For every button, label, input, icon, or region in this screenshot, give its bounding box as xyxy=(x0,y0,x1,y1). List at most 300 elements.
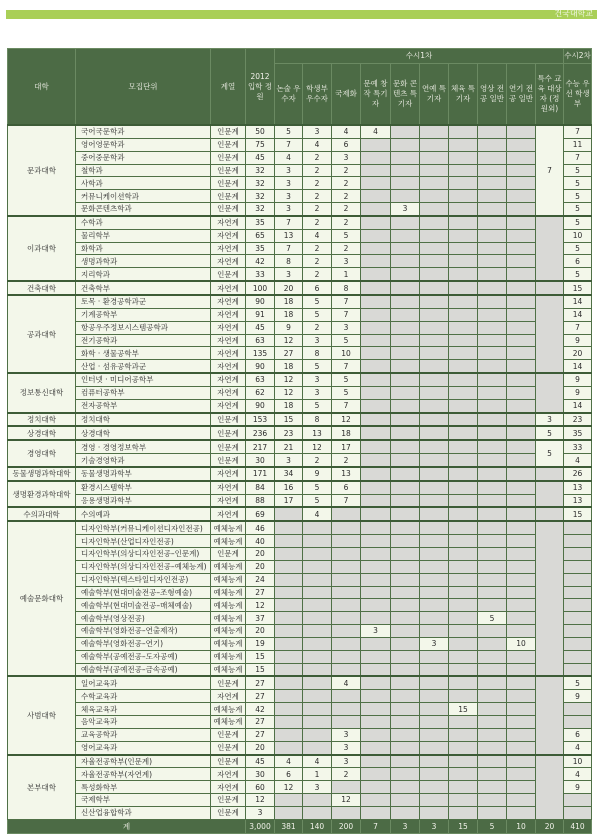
unit-name: 디자인학부(커뮤니케이션디자인전공) xyxy=(76,521,211,534)
value-cell xyxy=(564,703,592,716)
value-cell xyxy=(361,268,391,281)
value-cell: 23 xyxy=(275,426,303,440)
value-cell xyxy=(478,242,507,255)
value-cell xyxy=(507,164,536,177)
value-cell xyxy=(507,741,536,754)
value-cell xyxy=(391,637,420,650)
value-cell: 1 xyxy=(332,268,361,281)
value-cell xyxy=(303,663,332,676)
value-cell: 12 xyxy=(275,386,303,399)
value-cell xyxy=(303,535,332,548)
total-value: 140 xyxy=(303,819,332,833)
quota: 27 xyxy=(246,676,275,689)
total-value: 20 xyxy=(536,819,564,833)
value-cell xyxy=(303,728,332,741)
quota: 30 xyxy=(246,454,275,467)
value-cell xyxy=(391,399,420,412)
track: 인문계 xyxy=(211,426,246,440)
value-cell xyxy=(478,255,507,268)
quota: 90 xyxy=(246,295,275,308)
table-row xyxy=(8,177,592,190)
quota: 217 xyxy=(246,440,275,453)
value-cell xyxy=(449,663,478,676)
track: 인문계 xyxy=(211,676,246,689)
value-cell: 3 xyxy=(391,203,420,216)
header-quota: 2012 입학 정원 xyxy=(246,49,275,126)
quota: 45 xyxy=(246,321,275,334)
value-cell: 15 xyxy=(449,703,478,716)
value-cell xyxy=(420,426,449,440)
header-col: 문화 콘텐츠 특기자 xyxy=(391,64,420,126)
quota: 30 xyxy=(246,768,275,781)
value-cell xyxy=(420,560,449,573)
college-name: 공과대학 xyxy=(8,295,76,373)
value-cell: 18 xyxy=(275,399,303,412)
value-cell: 18 xyxy=(275,360,303,373)
value-cell: 10 xyxy=(564,755,592,768)
value-cell xyxy=(449,399,478,412)
value-cell xyxy=(420,690,449,703)
value-cell xyxy=(275,806,303,819)
value-cell xyxy=(361,637,391,650)
value-cell xyxy=(564,806,592,819)
value-cell xyxy=(507,612,536,625)
unit-name: 예술학부(영화전공–연출제작) xyxy=(76,625,211,638)
track: 인문계 xyxy=(211,203,246,216)
value-cell xyxy=(361,599,391,612)
value-cell xyxy=(303,703,332,716)
track: 예체능계 xyxy=(211,521,246,534)
value-cell xyxy=(361,426,391,440)
value-cell: 2 xyxy=(303,321,332,334)
value-cell xyxy=(478,625,507,638)
unit-name: 예술학부(현대미술전공–매체예술) xyxy=(76,599,211,612)
quota: 32 xyxy=(246,190,275,203)
value-cell xyxy=(449,334,478,347)
value-cell xyxy=(449,781,478,794)
value-cell xyxy=(391,612,420,625)
value-cell: 3 xyxy=(303,125,332,138)
value-cell xyxy=(507,755,536,768)
value-cell xyxy=(391,125,420,138)
value-cell xyxy=(478,676,507,689)
value-cell xyxy=(420,586,449,599)
value-cell xyxy=(507,586,536,599)
unit-name: 국어국문학과 xyxy=(76,125,211,138)
value-cell xyxy=(361,242,391,255)
total-value: 15 xyxy=(449,819,478,833)
track: 예체능계 xyxy=(211,599,246,612)
value-cell: 10 xyxy=(507,637,536,650)
value-cell: 34 xyxy=(275,467,303,481)
value-cell xyxy=(478,781,507,794)
value-cell: 12 xyxy=(303,440,332,453)
value-cell: 14 xyxy=(564,360,592,373)
value-cell xyxy=(361,151,391,164)
header-col: 수능 우선 학생부 xyxy=(564,64,592,126)
value-cell: 3 xyxy=(275,190,303,203)
value-cell xyxy=(275,521,303,534)
value-cell xyxy=(332,586,361,599)
value-cell xyxy=(332,637,361,650)
table-row xyxy=(8,467,592,481)
track: 예체능계 xyxy=(211,612,246,625)
value-cell xyxy=(361,373,391,386)
value-cell xyxy=(391,334,420,347)
value-cell: 5 xyxy=(478,612,507,625)
value-cell: 17 xyxy=(275,494,303,507)
table-row xyxy=(8,413,592,427)
track: 자연계 xyxy=(211,467,246,481)
value-cell xyxy=(507,663,536,676)
value-cell: 2 xyxy=(303,454,332,467)
quota: 42 xyxy=(246,255,275,268)
unit-name: 국제학부 xyxy=(76,794,211,807)
value-cell xyxy=(507,268,536,281)
unit-name: 화학과 xyxy=(76,242,211,255)
value-cell xyxy=(507,373,536,386)
value-cell xyxy=(361,728,391,741)
value-cell: 5 xyxy=(332,334,361,347)
table-row xyxy=(8,715,592,728)
value-cell: 4 xyxy=(275,151,303,164)
quota: 153 xyxy=(246,413,275,427)
value-cell xyxy=(361,467,391,481)
value-cell: 2 xyxy=(303,203,332,216)
unit-name: 물리학부 xyxy=(76,229,211,242)
track: 인문계 xyxy=(211,440,246,453)
track: 자연계 xyxy=(211,334,246,347)
value-cell: 2 xyxy=(332,216,361,229)
value-cell xyxy=(420,177,449,190)
value-cell xyxy=(420,467,449,481)
college-name: 문과대학 xyxy=(8,125,76,216)
value-cell xyxy=(478,413,507,427)
value-cell: 3 xyxy=(303,386,332,399)
value-cell xyxy=(478,703,507,716)
value-cell: 12 xyxy=(275,373,303,386)
value-cell xyxy=(564,535,592,548)
unit-name: 철학과 xyxy=(76,164,211,177)
value-cell xyxy=(303,741,332,754)
value-cell xyxy=(478,650,507,663)
value-cell xyxy=(332,690,361,703)
value-cell: 4 xyxy=(303,229,332,242)
total-value: 3 xyxy=(420,819,449,833)
value-cell: 7 xyxy=(332,399,361,412)
quota: 35 xyxy=(246,216,275,229)
value-cell xyxy=(507,507,536,521)
quota: 42 xyxy=(246,703,275,716)
value-cell: 7 xyxy=(332,360,361,373)
value-cell: 13 xyxy=(303,426,332,440)
header-group-early1: 수시1차 xyxy=(275,49,564,64)
value-cell: 12 xyxy=(275,781,303,794)
track: 자연계 xyxy=(211,295,246,308)
table-row xyxy=(8,599,592,612)
value-cell xyxy=(420,806,449,819)
table-row xyxy=(8,690,592,703)
value-cell: 3 xyxy=(303,334,332,347)
value-cell xyxy=(361,413,391,427)
value-cell xyxy=(420,386,449,399)
value-cell xyxy=(391,216,420,229)
value-cell xyxy=(275,741,303,754)
value-cell xyxy=(507,413,536,427)
value-cell xyxy=(564,599,592,612)
value-cell xyxy=(391,413,420,427)
value-cell xyxy=(391,599,420,612)
value-cell xyxy=(391,138,420,151)
track: 예체능계 xyxy=(211,586,246,599)
value-cell xyxy=(507,690,536,703)
track: 예체능계 xyxy=(211,650,246,663)
value-cell xyxy=(449,548,478,561)
unit-name: 인터넷 · 미디어공학부 xyxy=(76,373,211,386)
value-cell xyxy=(391,295,420,308)
quota: 32 xyxy=(246,164,275,177)
value-cell: 2 xyxy=(303,190,332,203)
value-cell xyxy=(449,573,478,586)
value-cell xyxy=(391,190,420,203)
value-cell: 13 xyxy=(564,494,592,507)
value-cell xyxy=(420,494,449,507)
value-cell xyxy=(332,663,361,676)
value-cell xyxy=(507,715,536,728)
value-cell xyxy=(507,255,536,268)
quota: 65 xyxy=(246,229,275,242)
value-cell xyxy=(332,521,361,534)
value-cell: 5 xyxy=(564,190,592,203)
table-row xyxy=(8,190,592,203)
value-cell xyxy=(449,151,478,164)
table-row xyxy=(8,255,592,268)
value-cell xyxy=(449,612,478,625)
value-cell: 4 xyxy=(564,741,592,754)
value-cell xyxy=(391,467,420,481)
value-cell: 5 xyxy=(564,216,592,229)
value-cell: 2 xyxy=(332,177,361,190)
track: 자연계 xyxy=(211,690,246,703)
value-cell xyxy=(391,151,420,164)
table-row xyxy=(8,281,592,295)
total-value: 7 xyxy=(361,819,391,833)
value-cell: 10 xyxy=(564,229,592,242)
value-cell: 5 xyxy=(564,177,592,190)
value-cell xyxy=(391,548,420,561)
value-cell xyxy=(449,321,478,334)
value-cell xyxy=(361,321,391,334)
value-cell xyxy=(275,625,303,638)
value-cell xyxy=(507,781,536,794)
table-row xyxy=(8,586,592,599)
value-cell xyxy=(361,295,391,308)
special-ed-cell xyxy=(536,295,564,373)
value-cell xyxy=(449,216,478,229)
value-cell xyxy=(449,768,478,781)
header-col: 학생부 우수자 xyxy=(303,64,332,126)
value-cell xyxy=(275,612,303,625)
table-row xyxy=(8,373,592,386)
value-cell xyxy=(420,741,449,754)
header-col: 특수 교육 대상자 (정원외) xyxy=(536,64,564,126)
track: 자연계 xyxy=(211,507,246,521)
value-cell xyxy=(507,229,536,242)
value-cell xyxy=(361,190,391,203)
value-cell xyxy=(507,440,536,453)
value-cell xyxy=(564,650,592,663)
value-cell xyxy=(507,599,536,612)
value-cell xyxy=(303,806,332,819)
value-cell: 7 xyxy=(275,216,303,229)
value-cell: 4 xyxy=(303,755,332,768)
header-group-early2: 수시2차 xyxy=(564,49,592,64)
value-cell: 2 xyxy=(332,164,361,177)
value-cell xyxy=(507,216,536,229)
quota: 45 xyxy=(246,755,275,768)
college-name: 본부대학 xyxy=(8,755,76,820)
value-cell: 4 xyxy=(564,768,592,781)
table-row xyxy=(8,268,592,281)
special-ed-cell: 7 xyxy=(536,125,564,216)
quota: 84 xyxy=(246,481,275,494)
value-cell xyxy=(449,125,478,138)
value-cell: 14 xyxy=(564,295,592,308)
table-row xyxy=(8,650,592,663)
value-cell xyxy=(420,321,449,334)
value-cell: 6 xyxy=(332,138,361,151)
unit-name: 예술학부(영상전공) xyxy=(76,612,211,625)
track: 예체능계 xyxy=(211,535,246,548)
track: 예체능계 xyxy=(211,625,246,638)
value-cell xyxy=(478,690,507,703)
value-cell xyxy=(478,386,507,399)
table-row xyxy=(8,612,592,625)
value-cell xyxy=(303,637,332,650)
track: 인문계 xyxy=(211,164,246,177)
value-cell xyxy=(449,494,478,507)
quota: 60 xyxy=(246,781,275,794)
value-cell: 16 xyxy=(275,481,303,494)
unit-name: 전자공학부 xyxy=(76,399,211,412)
value-cell xyxy=(507,467,536,481)
value-cell xyxy=(361,560,391,573)
quota: 32 xyxy=(246,203,275,216)
value-cell xyxy=(391,386,420,399)
value-cell xyxy=(420,612,449,625)
table-row xyxy=(8,481,592,494)
value-cell xyxy=(564,715,592,728)
value-cell xyxy=(507,321,536,334)
value-cell xyxy=(303,586,332,599)
value-cell: 27 xyxy=(275,347,303,360)
value-cell xyxy=(391,806,420,819)
value-cell xyxy=(449,164,478,177)
value-cell: 12 xyxy=(332,794,361,807)
value-cell xyxy=(275,599,303,612)
value-cell xyxy=(478,794,507,807)
quota: 20 xyxy=(246,625,275,638)
value-cell: 5 xyxy=(303,360,332,373)
value-cell: 2 xyxy=(303,268,332,281)
quota: 236 xyxy=(246,426,275,440)
track: 인문계 xyxy=(211,138,246,151)
value-cell xyxy=(361,548,391,561)
track: 예체능계 xyxy=(211,560,246,573)
special-ed-cell xyxy=(536,755,564,820)
value-cell xyxy=(361,347,391,360)
value-cell xyxy=(391,781,420,794)
quota: 27 xyxy=(246,690,275,703)
quota: 171 xyxy=(246,467,275,481)
college-name: 정보통신대학 xyxy=(8,373,76,413)
track: 자연계 xyxy=(211,494,246,507)
value-cell xyxy=(449,715,478,728)
value-cell xyxy=(391,242,420,255)
table-row xyxy=(8,125,592,138)
track: 인문계 xyxy=(211,413,246,427)
quota: 63 xyxy=(246,373,275,386)
quota: 50 xyxy=(246,125,275,138)
value-cell xyxy=(391,755,420,768)
quota: 19 xyxy=(246,637,275,650)
value-cell xyxy=(420,521,449,534)
value-cell xyxy=(478,454,507,467)
unit-name: 신산업융합학과 xyxy=(76,806,211,819)
value-cell xyxy=(361,399,391,412)
table-row xyxy=(8,454,592,467)
value-cell xyxy=(361,164,391,177)
value-cell xyxy=(391,164,420,177)
value-cell: 8 xyxy=(303,347,332,360)
value-cell xyxy=(332,650,361,663)
value-cell: 3 xyxy=(332,151,361,164)
college-name: 예술문화대학 xyxy=(8,521,76,676)
value-cell xyxy=(391,690,420,703)
value-cell xyxy=(478,573,507,586)
value-cell: 5 xyxy=(564,164,592,177)
quota: 35 xyxy=(246,242,275,255)
value-cell xyxy=(449,281,478,295)
unit-name: 수의예과 xyxy=(76,507,211,521)
value-cell: 4 xyxy=(332,676,361,689)
special-ed-cell: 5 xyxy=(536,426,564,440)
value-cell xyxy=(303,715,332,728)
value-cell xyxy=(478,560,507,573)
table-row xyxy=(8,663,592,676)
value-cell xyxy=(303,599,332,612)
track: 인문계 xyxy=(211,755,246,768)
value-cell xyxy=(478,229,507,242)
table-row xyxy=(8,242,592,255)
value-cell: 9 xyxy=(564,373,592,386)
value-cell xyxy=(478,728,507,741)
value-cell xyxy=(420,242,449,255)
value-cell xyxy=(420,755,449,768)
value-cell xyxy=(507,573,536,586)
table-row xyxy=(8,637,592,650)
value-cell xyxy=(507,281,536,295)
table-row xyxy=(8,703,592,716)
value-cell xyxy=(478,203,507,216)
value-cell xyxy=(420,573,449,586)
table-row xyxy=(8,347,592,360)
quota: 46 xyxy=(246,521,275,534)
value-cell xyxy=(478,768,507,781)
value-cell: 2 xyxy=(303,164,332,177)
value-cell xyxy=(507,794,536,807)
value-cell xyxy=(507,768,536,781)
